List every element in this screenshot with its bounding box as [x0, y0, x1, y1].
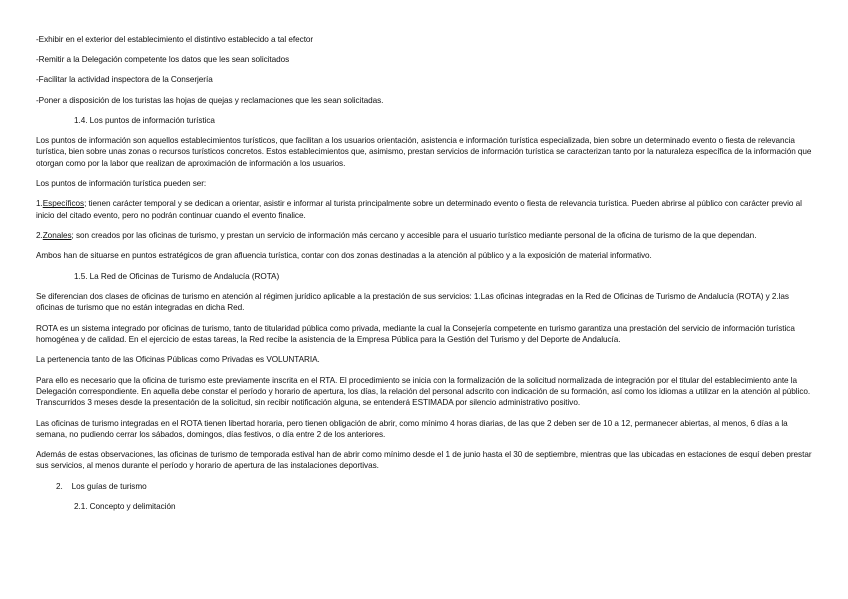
section-heading: 1.4. Los puntos de información turística	[74, 115, 215, 125]
paragraph: Se diferencian dos clases de oficinas de turismo en atención al régimen jurídico aplicable a la prestación de sus servicios: 1.Las oficinas integradas en la Red de Oficinas de Turismo de Andalucía (ROTA) y 2.las oficinas de turismo que no están integradas en dicha Red.	[36, 292, 789, 313]
paragraph: La pertenencia tanto de las Oficinas Públicas como Privadas es VOLUNTARIA.	[36, 355, 320, 365]
item-term: Zonales	[42, 230, 72, 240]
paragraph: Los puntos de información turística pueden ser:	[36, 179, 207, 188]
paragraph: Las oficinas de turismo integradas en el ROTA tienen libertad horaria, pero tienen obligación de abrir, como mínimo 4 horas diarias, de las que 2 deben ser de 10 a 12, permanecer abiertas, al menos, 6 días a la semana, no pudiendo cerrar los sábados, domingos, días festivos, o día entre 2 de los anteriores.	[36, 418, 788, 439]
document-body	[36, 34, 812, 522]
chapter-heading: 2. Los guías de turismo	[56, 481, 147, 491]
item-text: ; tienen carácter temporal y se dedican a orientar, asistir e informar al turista principalmente sobre un determinado evento o fiesta de relevancia turística. Pueden abrirse al público con carácter previo al inicio del citado evento, pero no podrán continuar cuando el evento finalice.	[36, 199, 802, 220]
paragraph: Los puntos de información son aquellos establecimientos turísticos, que facilitan a los usuarios orientación, asistencia e información turística especializada, bien sobre un determinado evento o fiesta de relevancia turística, bien sobre unas zonas o recursos turísticos concretos. Estos establecimientos que, asimismo, prestan servicios de información turística se caracterizan tanto por la naturaleza específica de la información que otorgan como por la labor que realizan de aproximación de información a los usuarios.	[36, 136, 812, 168]
paragraph: Además de estas observaciones, las oficinas de turismo de temporada estival han de abrir como mínimo desde el 1 de junio hasta el 30 de septiembre, mientras que las ubicadas en estaciones de esquí deben prestar sus servicios, al menos durante el período y horario de apertura de las instalaciones deportivas.	[36, 450, 812, 471]
item-text: ; son creados por las oficinas de turismo, y prestan un servicio de información más cercano y accesible para el usuario turístico mediante personal de la oficina de turismo de la que dependan.	[71, 230, 757, 240]
bullet-item: -Remitir a la Delegación competente los datos que les sean solicitados	[36, 55, 290, 65]
bullet-item: -Exhibir en el exterior del establecimiento el distintivo establecido a tal efector	[36, 35, 314, 44]
paragraph: Ambos han de situarse en puntos estratégicos de gran afluencia turística, contar con dos zonas destinadas a la atención al público y a la exposición de material informativo.	[36, 251, 652, 261]
list-item-especificos	[36, 198, 812, 220]
list-item-zonales	[36, 230, 812, 241]
section-heading: 1.5. La Red de Oficinas de Turismo de Andalucía (ROTA)	[74, 271, 280, 281]
bullet-item: -Poner a disposición de los turistas las hojas de quejas y reclamaciones que les sean solicitadas.	[36, 95, 384, 105]
item-number: 2.	[36, 230, 43, 240]
paragraph: ROTA es un sistema integrado por oficinas de turismo, tanto de titularidad pública como privada, mediante la cual la Consejería competente en turismo garantiza una prestación del servicio de información turística homogénea y de calidad. En el ejercicio de estas tareas, la Red recibe la asistencia de la Empresa Pública para la Gestión del Turismo y del Deporte de Andalucía.	[36, 323, 795, 344]
item-number: 1.	[36, 199, 43, 209]
section-heading: 2.1. Concepto y delimitación	[74, 502, 176, 512]
item-term: Específicos	[42, 199, 85, 209]
paragraph: Para ello es necesario que la oficina de turismo este previamente inscrita en el RTA. El procedimiento se inicia con la formalización de la solicitud normalizada de integración por el titular del establecimiento ante la Delegación correspondiente. En aquella debe constar el período y horario de apertura, los días, la relación del personal adscrito con indicación de su formación, así como los idiomas a utilizar en la atención al público. Transcurridos 3 meses desde la presentación de la solicitud, sin recibir notificación alguna, se entenderá ESTIMADA por silencio administrativo positivo.	[36, 375, 811, 408]
bullet-item: -Facilitar la actividad inspectora de la Conserjería	[36, 75, 213, 85]
